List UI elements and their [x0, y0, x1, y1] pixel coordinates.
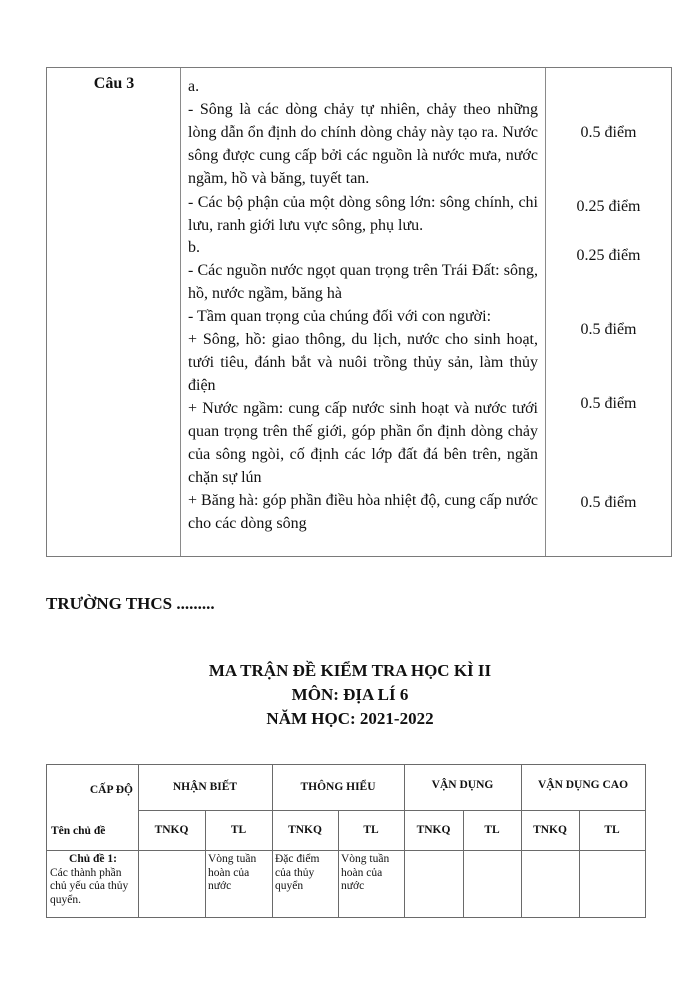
answer-text: - Các bộ phận của một dòng sông lớn: sông chính, chi lưu, ranh giới lưu vực sông, phụ lưu. — [188, 194, 538, 234]
answer-text: + Nước ngầm: cung cấp nước sinh hoạt và nước tưới quan trọng trên thế giới, góp phần ổn định dòng chảy của sông ngòi, cố định các lớp đất đá bên trên, ngăn chặn sự lún — [188, 400, 538, 486]
subcol-tnkq: TNKQ — [154, 824, 189, 836]
topic-cell — [50, 853, 136, 907]
score-column — [546, 68, 671, 556]
subcol-tl: TL — [230, 824, 247, 836]
subcol-tl: TL — [363, 824, 379, 836]
level-van-dung: VẬN DỤNG — [431, 779, 494, 791]
answer-text: - Tầm quan trọng của chúng đối với con người: — [188, 308, 492, 325]
school-name: TRƯỜNG THCS ......... — [46, 594, 215, 613]
level-nhan-biet: NHẬN BIẾT — [172, 781, 238, 793]
school-year-title: NĂM HỌC: 2021-2022 — [266, 709, 434, 728]
topic-title: Chủ đề 1: — [69, 853, 117, 865]
row-divider — [47, 850, 645, 851]
answer-part-a-label: a. — [188, 78, 200, 95]
matrix-cell: Vòng tuần hoàn của nước — [208, 853, 257, 892]
answer-column — [181, 68, 546, 556]
subcol-tnkq: TNKQ — [533, 824, 567, 836]
subcol-tl: TL — [604, 824, 620, 836]
score-value: 0.5 điểm — [580, 395, 637, 412]
score-value: 0.5 điểm — [580, 124, 637, 141]
question-column — [47, 68, 181, 556]
level-van-dung-cao: VẬN DỤNG CAO — [537, 779, 629, 791]
score-value: 0.25 điểm — [576, 247, 641, 264]
score-value: 0.5 điểm — [580, 494, 637, 511]
level-header-label: CẤP ĐỘ — [89, 784, 133, 796]
score-value: 0.25 điểm — [576, 198, 641, 215]
topic-header-label: Tên chủ đề — [51, 825, 106, 837]
page-title: MA TRẬN ĐỀ KIỂM TRA HỌC KÌ II — [208, 661, 492, 680]
subcol-tnkq: TNKQ — [288, 824, 322, 836]
answer-table — [46, 67, 672, 557]
answer-part-b-label: b. — [188, 239, 200, 256]
score-value: 0.5 điểm — [580, 321, 637, 338]
subcol-tl: TL — [484, 824, 500, 836]
answer-text: + Sông, hồ: giao thông, du lịch, nước cho sinh hoạt, tưới tiêu, đánh bắt và nuôi trồng thủy sản, làm thủy điện — [188, 331, 538, 394]
row-divider — [138, 810, 645, 811]
subject-title: MÔN: ĐỊA LÍ 6 — [291, 685, 409, 704]
matrix-cell: Đặc điểm của thủy quyển — [275, 853, 320, 892]
answer-text: + Băng hà: góp phần điều hòa nhiệt độ, cung cấp nước cho các dòng sông — [188, 492, 538, 532]
matrix-cell: Vòng tuần hoàn của nước — [341, 853, 390, 892]
answer-text: - Các nguồn nước ngọt quan trọng trên Trái Đất: sông, hồ, nước ngầm, băng hà — [188, 262, 538, 302]
topic-description: Các thành phần chủ yếu của thủy quyển. — [50, 866, 129, 906]
matrix-table — [46, 764, 646, 918]
question-label: Câu 3 — [93, 75, 135, 92]
answer-text: - Sông là các dòng chảy tự nhiên, chảy theo những lòng dẫn ổn định do chính dòng chảy này tạo ra. Nước sông được cung cấp bởi các nguồn là nước mưa, nước ngầm, hồ và băng, tuyết tan. — [188, 101, 538, 187]
subcol-tnkq: TNKQ — [416, 824, 451, 836]
level-thong-hieu: THÔNG HIỂU — [300, 781, 376, 793]
